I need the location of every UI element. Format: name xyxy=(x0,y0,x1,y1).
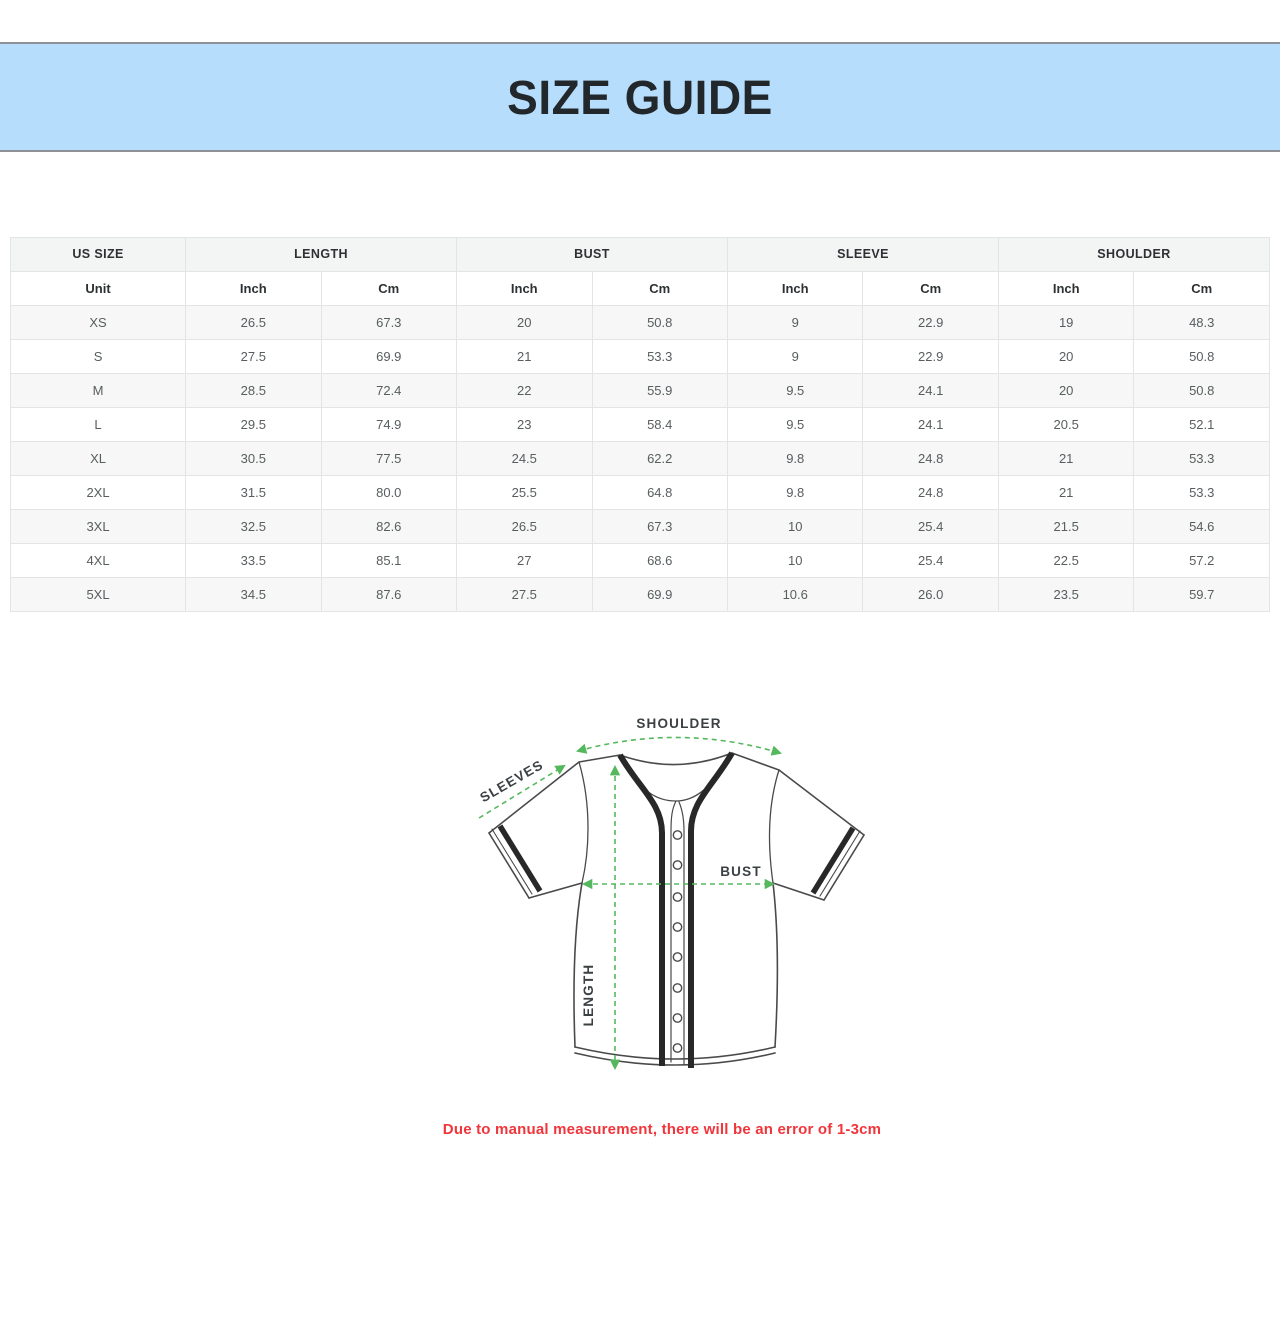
table-row xyxy=(11,374,1270,408)
table-row xyxy=(11,544,1270,578)
value-cell: 27.5 xyxy=(186,340,321,374)
size-cell: XL xyxy=(11,442,186,476)
shoulder-measure-arc xyxy=(578,737,780,753)
value-cell: 74.9 xyxy=(321,408,456,442)
unit-header-inch: Inch xyxy=(457,272,592,306)
value-cell: 72.4 xyxy=(321,374,456,408)
column-header-shoulder: SHOULDER xyxy=(998,238,1269,272)
value-cell: 24.1 xyxy=(863,408,998,442)
value-cell: 27.5 xyxy=(457,578,592,612)
measurement-note: Due to manual measurement, there will be an error of 1-3cm xyxy=(442,1121,882,1138)
value-cell: 25.4 xyxy=(863,544,998,578)
unit-header-inch: Inch xyxy=(186,272,321,306)
value-cell: 31.5 xyxy=(186,476,321,510)
value-cell: 10.6 xyxy=(727,578,862,612)
size-guide-banner xyxy=(0,42,1280,152)
unit-header-inch: Inch xyxy=(998,272,1133,306)
value-cell: 26.5 xyxy=(186,306,321,340)
size-cell: 5XL xyxy=(11,578,186,612)
unit-header-cm: Cm xyxy=(1134,272,1270,306)
value-cell: 54.6 xyxy=(1134,510,1270,544)
jersey-diagram xyxy=(442,695,882,1138)
table-row xyxy=(11,510,1270,544)
table-unit-header-row xyxy=(11,272,1270,306)
unit-header-inch: Inch xyxy=(727,272,862,306)
value-cell: 80.0 xyxy=(321,476,456,510)
sleeves-label: SLEEVES xyxy=(477,756,547,806)
value-cell: 34.5 xyxy=(186,578,321,612)
value-cell: 24.8 xyxy=(863,476,998,510)
value-cell: 85.1 xyxy=(321,544,456,578)
value-cell: 53.3 xyxy=(592,340,727,374)
value-cell: 58.4 xyxy=(592,408,727,442)
value-cell: 21 xyxy=(998,476,1133,510)
value-cell: 57.2 xyxy=(1134,544,1270,578)
size-table-container xyxy=(10,237,1270,612)
value-cell: 62.2 xyxy=(592,442,727,476)
table-body xyxy=(11,306,1270,612)
table-row xyxy=(11,578,1270,612)
value-cell: 67.3 xyxy=(592,510,727,544)
value-cell: 22.5 xyxy=(998,544,1133,578)
value-cell: 48.3 xyxy=(1134,306,1270,340)
table-row xyxy=(11,408,1270,442)
value-cell: 69.9 xyxy=(321,340,456,374)
value-cell: 27 xyxy=(457,544,592,578)
value-cell: 24.8 xyxy=(863,442,998,476)
value-cell: 29.5 xyxy=(186,408,321,442)
value-cell: 55.9 xyxy=(592,374,727,408)
page-title: SIZE GUIDE xyxy=(507,69,773,125)
jersey-illustration xyxy=(442,695,882,1095)
value-cell: 20 xyxy=(998,374,1133,408)
column-header-length: LENGTH xyxy=(186,238,457,272)
value-cell: 10 xyxy=(727,544,862,578)
value-cell: 9 xyxy=(727,306,862,340)
value-cell: 21 xyxy=(457,340,592,374)
value-cell: 50.8 xyxy=(1134,340,1270,374)
value-cell: 50.8 xyxy=(592,306,727,340)
value-cell: 87.6 xyxy=(321,578,456,612)
unit-header-cm: Cm xyxy=(321,272,456,306)
value-cell: 24.5 xyxy=(457,442,592,476)
value-cell: 26.0 xyxy=(863,578,998,612)
value-cell: 23 xyxy=(457,408,592,442)
size-cell: 4XL xyxy=(11,544,186,578)
unit-header: Unit xyxy=(11,272,186,306)
value-cell: 9.8 xyxy=(727,476,862,510)
table-row xyxy=(11,306,1270,340)
value-cell: 22.9 xyxy=(863,340,998,374)
value-cell: 21 xyxy=(998,442,1133,476)
value-cell: 30.5 xyxy=(186,442,321,476)
size-cell: XS xyxy=(11,306,186,340)
value-cell: 69.9 xyxy=(592,578,727,612)
unit-header-cm: Cm xyxy=(592,272,727,306)
size-cell: M xyxy=(11,374,186,408)
value-cell: 10 xyxy=(727,510,862,544)
value-cell: 32.5 xyxy=(186,510,321,544)
value-cell: 20 xyxy=(457,306,592,340)
table-row xyxy=(11,442,1270,476)
value-cell: 50.8 xyxy=(1134,374,1270,408)
value-cell: 9.5 xyxy=(727,408,862,442)
size-cell: L xyxy=(11,408,186,442)
value-cell: 26.5 xyxy=(457,510,592,544)
table-row xyxy=(11,476,1270,510)
length-label: LENGTH xyxy=(581,963,596,1027)
value-cell: 20 xyxy=(998,340,1133,374)
table-row xyxy=(11,340,1270,374)
value-cell: 22 xyxy=(457,374,592,408)
value-cell: 22.9 xyxy=(863,306,998,340)
value-cell: 64.8 xyxy=(592,476,727,510)
value-cell: 28.5 xyxy=(186,374,321,408)
size-cell: 2XL xyxy=(11,476,186,510)
value-cell: 20.5 xyxy=(998,408,1133,442)
value-cell: 53.3 xyxy=(1134,442,1270,476)
value-cell: 82.6 xyxy=(321,510,456,544)
value-cell: 25.4 xyxy=(863,510,998,544)
value-cell: 21.5 xyxy=(998,510,1133,544)
column-header-us-size: US SIZE xyxy=(11,238,186,272)
value-cell: 53.3 xyxy=(1134,476,1270,510)
shoulder-label: SHOULDER xyxy=(636,716,722,731)
size-table xyxy=(10,237,1270,612)
value-cell: 68.6 xyxy=(592,544,727,578)
value-cell: 67.3 xyxy=(321,306,456,340)
size-cell: S xyxy=(11,340,186,374)
value-cell: 9.8 xyxy=(727,442,862,476)
value-cell: 77.5 xyxy=(321,442,456,476)
value-cell: 9.5 xyxy=(727,374,862,408)
bust-label: BUST xyxy=(720,864,762,879)
unit-header-cm: Cm xyxy=(863,272,998,306)
value-cell: 9 xyxy=(727,340,862,374)
value-cell: 24.1 xyxy=(863,374,998,408)
size-cell: 3XL xyxy=(11,510,186,544)
value-cell: 23.5 xyxy=(998,578,1133,612)
value-cell: 52.1 xyxy=(1134,408,1270,442)
value-cell: 33.5 xyxy=(186,544,321,578)
column-header-bust: BUST xyxy=(457,238,728,272)
value-cell: 59.7 xyxy=(1134,578,1270,612)
value-cell: 25.5 xyxy=(457,476,592,510)
value-cell: 19 xyxy=(998,306,1133,340)
table-group-header-row xyxy=(11,238,1270,272)
column-header-sleeve: SLEEVE xyxy=(727,238,998,272)
